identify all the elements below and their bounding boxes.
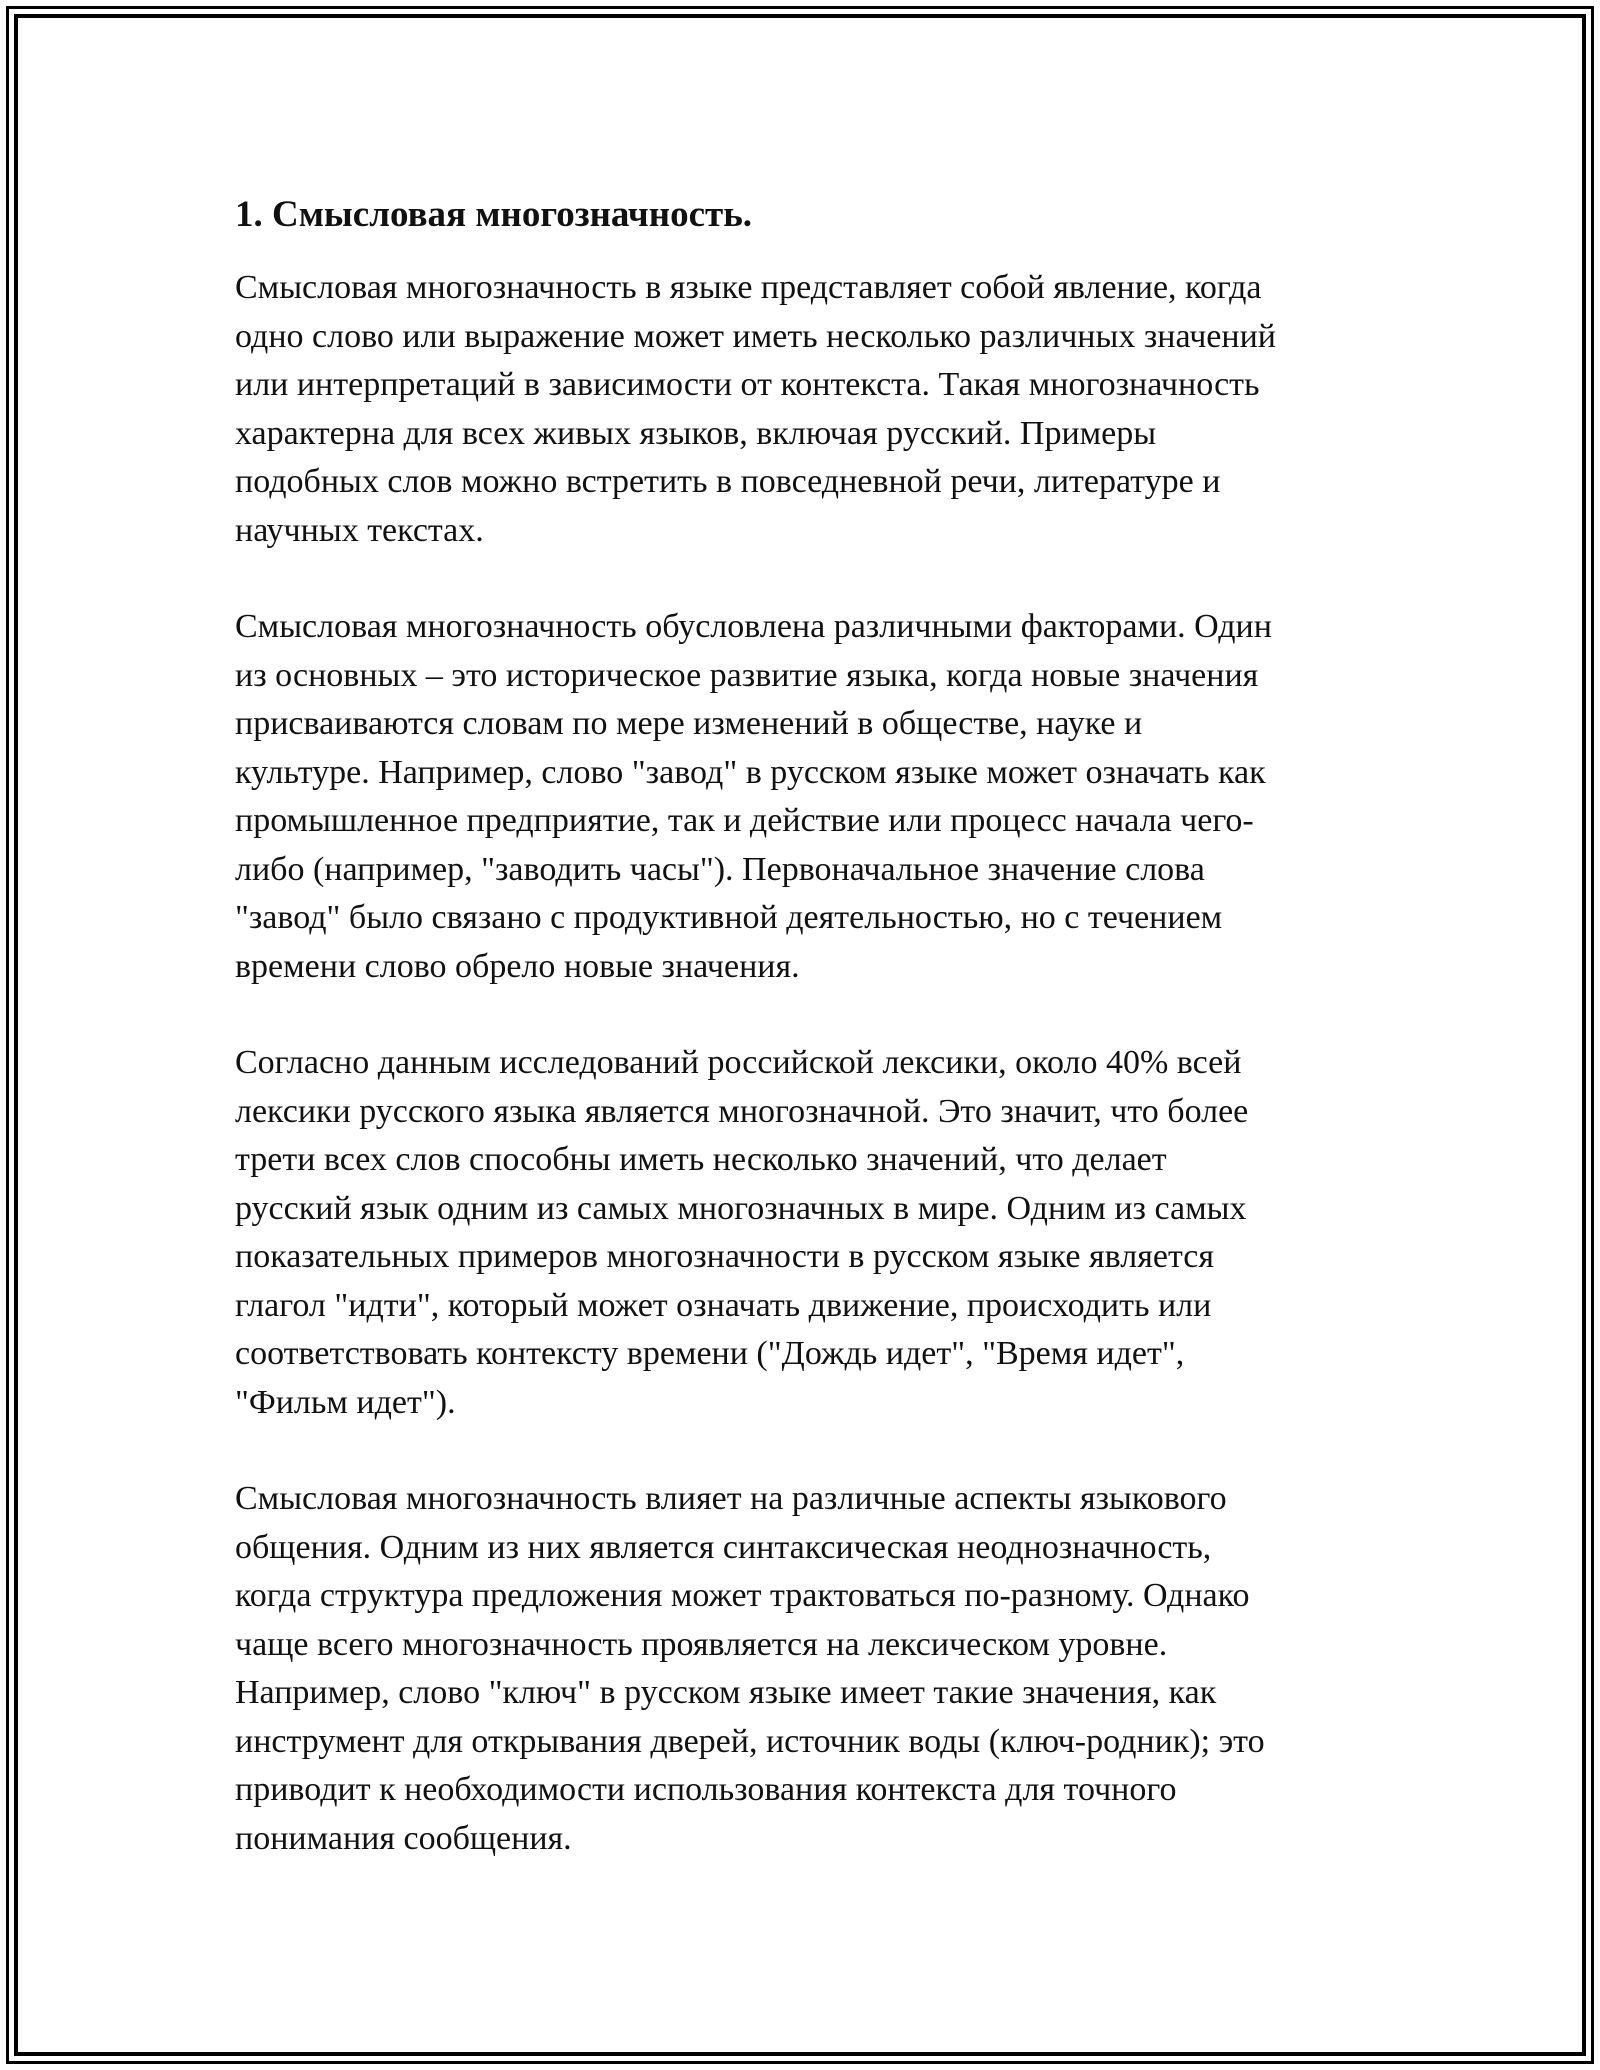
text-line: времени слово обрело новые значения.	[235, 947, 800, 985]
document-body	[235, 190, 1385, 1911]
text-line: "Фильм идет").	[235, 1383, 456, 1421]
paragraph-2	[235, 603, 1385, 991]
text-line: подобных слов можно встретить в повседневной речи, литературе и	[235, 463, 1221, 500]
text-line: чаще всего многозначность проявляется на лексическом уровне.	[235, 1625, 1168, 1663]
text-line: "завод" было связано с продуктивной деятельностью, но с течением	[235, 899, 1223, 936]
text-line: Смысловая многозначность обусловлена различными факторами. Один	[235, 608, 1272, 645]
text-line: научных текстах.	[235, 511, 484, 549]
text-line: промышленное предприятие, так и действие или процесс начала чего-	[235, 802, 1254, 839]
text-line: присваиваются словам по мере изменений в обществе, науке и	[235, 705, 1143, 742]
text-line: одно слово или выражение может иметь несколько различных значений	[235, 317, 1276, 355]
paragraph-3	[235, 1039, 1385, 1427]
text-line: Согласно данным исследований российской лексики, около 40% всей	[235, 1044, 1242, 1081]
text-line: или интерпретаций в зависимости от контекста. Такая многозначность	[235, 366, 1260, 403]
text-line: русский язык одним из самых многозначных в мире. Одним из самых	[235, 1189, 1247, 1227]
text-line: либо (например, "заводить часы"). Первоначальное значение слова	[235, 850, 1205, 888]
paragraph-1	[235, 264, 1385, 555]
text-line: Смысловая многозначность влияет на различные аспекты языкового	[235, 1480, 1227, 1517]
text-line: характерна для всех живых языков, включая русский. Примеры	[235, 414, 1157, 452]
text-line: приводит к необходимости использования контекста для точного	[235, 1771, 1177, 1808]
text-line: культуре. Например, слово "завод" в русском языке может означать как	[235, 753, 1266, 791]
paragraph-4	[235, 1475, 1385, 1863]
text-line: лексики русского языка является многозначной. Это значит, что более	[235, 1092, 1249, 1130]
text-line: из основных – это историческое развитие языка, когда новые значения	[235, 656, 1259, 694]
text-line: трети всех слов способны иметь несколько значений, что делает	[235, 1141, 1167, 1178]
text-line: когда структура предложения может трактоваться по-разному. Однако	[235, 1577, 1250, 1614]
text-line: понимания сообщения.	[235, 1819, 572, 1857]
section-heading: 1. Смысловая многозначность.	[235, 194, 753, 235]
text-line: Например, слово "ключ" в русском языке имеет такие значения, как	[235, 1674, 1217, 1711]
text-line: инструмент для открывания дверей, источник воды (ключ-родник); это	[235, 1722, 1265, 1760]
text-line: показательных примеров многозначности в русском языке является	[235, 1238, 1214, 1275]
text-line: общения. Одним из них является синтаксическая неоднозначность,	[235, 1528, 1212, 1566]
text-line: соответствовать контексту времени ("Дождь идет", "Время идет",	[235, 1335, 1185, 1372]
text-line: глагол "идти", который может означать движение, происходить или	[235, 1286, 1212, 1324]
text-line: Смысловая многозначность в языке представляет собой явление, когда	[235, 269, 1262, 306]
